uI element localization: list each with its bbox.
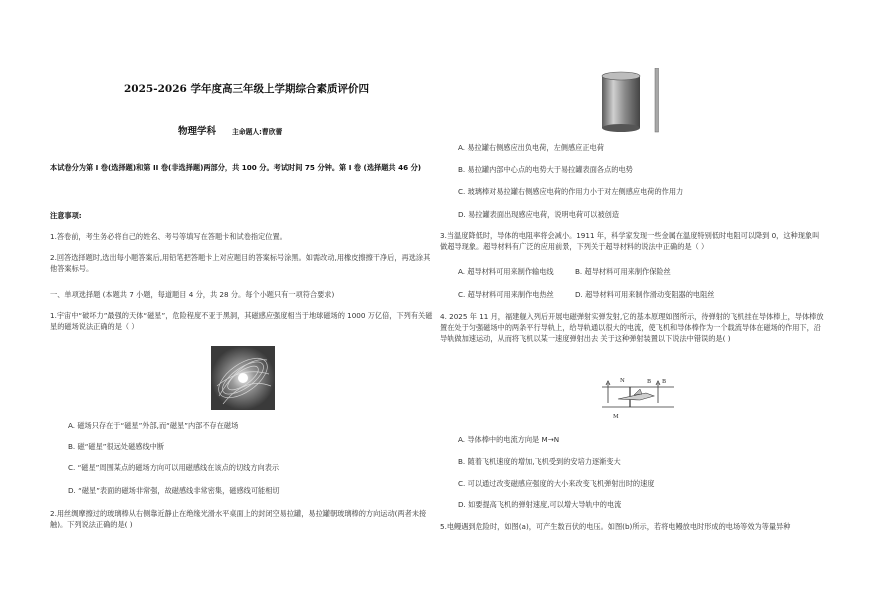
subject-title: 物理学科 — [178, 126, 217, 137]
q4-option-d: D. 如要提高飞机的弹射速度,可以增大导轨中的电流 — [458, 500, 622, 509]
exam-title: 2025-2026 学年度高三年级上学期综合素质评价四 — [124, 83, 369, 95]
q5-stem: 5.电鳗遇到危险时，如图(a)，可产生数百伏的电压。如图(b)所示，若将电鳗放电时形成的电场等效为等量异种 — [440, 522, 791, 531]
q3-option-c: C. 超导材料可用来制作电热丝 — [458, 290, 554, 299]
section-heading: 一、单项选择题 (本题共 7 小题，每道题目 4 分，共 28 分。每个小题只有一项符合要求) — [50, 290, 335, 299]
q1-stem: 1.宇宙中“破坏力”最强的天体“磁星”，危险程度不亚于黑洞，其磁感应强度相当于地球磁场的 1000 万亿倍，下列有关磁星的磁场说法正确的是（ ） — [50, 311, 433, 331]
q4-option-a: A. 导体棒中的电流方向是 M→N — [458, 435, 560, 444]
intro-text: 本试卷分为第 I 卷(选择题)和第 II 卷(非选择题)两部分，共 100 分。考试时间 75 分钟。第 I 卷 (选择题共 46 分) — [50, 163, 422, 172]
q4-stem: 4. 2025 年 11 月，福建舰入列后开展电磁弹射实弹发射,它的基本原理如图所示，待弹射的飞机挂在导体棒上，导体棒放置在处于匀强磁场中的两条平行导轨上，给导轨通以很大的电流，使飞机和导体棒作为一个载流导体在磁场的作用下，沿导轨做加速运动，从而将飞机以某一速度弹射出去 关于这种弹射装置以下说法中错误的是( ) — [440, 312, 824, 343]
q4-option-c: C. 可以通过改变磁感应强度的大小来改变飞机弹射出时的速度 — [458, 479, 655, 488]
electromagnetic-catapult-figure — [600, 373, 676, 423]
q3-option-b: B. 超导材料可用来制作保险丝 — [575, 267, 671, 276]
q3-option-d: D. 超导材料可用来制作滑动变阻器的电阻丝 — [575, 290, 715, 299]
q1-option-b: B. 磁“磁星”很远处磁感线中断 — [68, 442, 165, 451]
label-n: N — [620, 378, 625, 384]
q2-stem: 2.用丝绸摩擦过的玻璃棒从右侧靠近静止在绝缘光滑水平桌面上的封闭空易拉罐，易拉罐朝玻璃棒的方向运动(两者未接触)。下列说法正确的是( ) — [50, 509, 427, 529]
author-line: 主命题人:曹欣蕾 — [232, 128, 283, 136]
q3-stem: 3.当温度降低时，导体的电阻率将会减小。1911 年，科学家发现一些金属在温度特别低时电阻可以降到 0，这种现象叫做超导现象。超导材料有广泛的应用前景，下列关于超导材料的说法中正确的是（ ） — [440, 231, 820, 251]
magnetar-field-figure — [211, 346, 275, 410]
label-m: M — [613, 414, 619, 420]
note-1: 1.答卷前，考生务必将自己的姓名、考号等填写在答题卡和试卷指定位置。 — [50, 232, 287, 241]
rail-diagram — [600, 373, 676, 423]
q1-option-a: A. 磁场只存在于“磁星”外部,而“磁星”内部不存在磁场 — [68, 421, 239, 430]
magnetar-image — [211, 346, 275, 410]
q4-option-b: B. 随着飞机速度的增加,飞机受到的安培力逐渐变大 — [458, 457, 621, 466]
notes-heading: 注意事项: — [50, 211, 82, 220]
q2-option-c: C. 玻璃棒对易拉罐右侧感应电荷的作用力小于对左侧感应电荷的作用力 — [458, 187, 684, 196]
q1-option-d: D. “磁星”表面的磁场非常强，故磁感线非常密集，磁感线可能相切 — [68, 486, 280, 495]
label-b2: B — [662, 379, 667, 385]
note-2: 2.回答选择题时,选出每小题答案后,用铅笔把答题卡上对应题目的答案标号涂黑。如需改动,用橡皮擦擦干净后，再选涂其他答案标号。 — [50, 253, 431, 273]
label-b1: B — [647, 379, 652, 385]
q2-option-d: D. 易拉罐表面出现感应电荷，说明电荷可以被创造 — [458, 210, 620, 219]
can-rod-figure — [600, 68, 670, 134]
can-and-glass-rod — [600, 68, 670, 134]
q2-option-a: A. 易拉罐右侧感应出负电荷，左侧感应正电荷 — [458, 143, 604, 152]
q3-option-a: A. 超导材料可用来制作输电线 — [458, 267, 554, 276]
q2-option-b: B. 易拉罐内部中心点的电势大于易拉罐表面各点的电势 — [458, 165, 633, 174]
q1-option-c: C. “磁星”周围某点的磁场方向可以用磁感线在该点的切线方向表示 — [68, 463, 280, 472]
